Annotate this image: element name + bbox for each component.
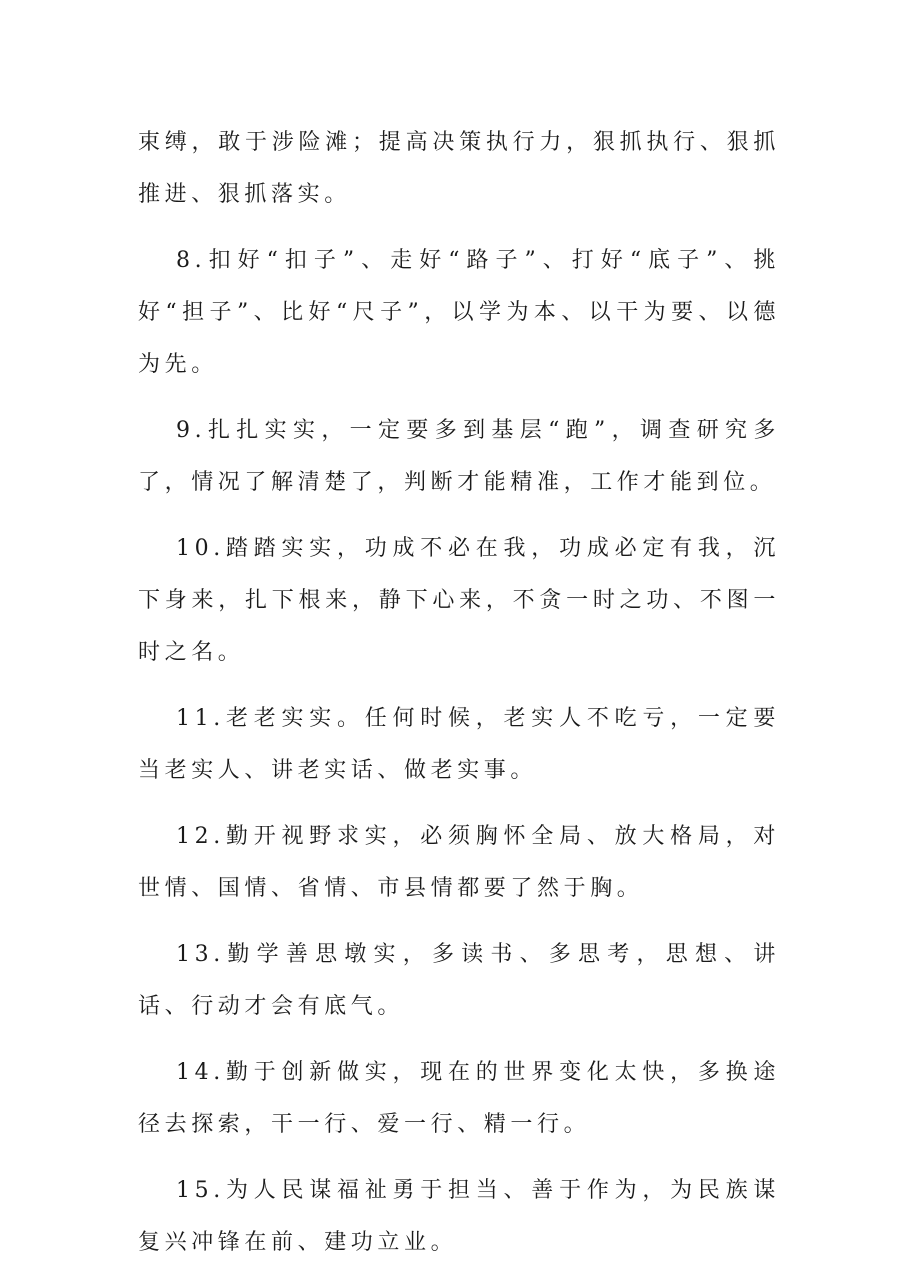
paragraph-item-13: 13.勤学善思墩实，多读书、多思考，思想、讲话、行动才会有底气。 bbox=[138, 942, 780, 1019]
paragraph-item-10: 10.踏踏实实，功成不必在我，功成必定有我，沉下身来，扎下根来，静下心来，不贪一时之功、不图一时之名。 bbox=[138, 536, 780, 665]
paragraph-item-14: 14.勤于创新做实，现在的世界变化太快，多换途径去探索，干一行、爱一行、精一行。 bbox=[138, 1060, 780, 1137]
paragraph-item-12: 12.勤开视野求实，必须胸怀全局、放大格局，对世情、国情、省情、市县情都要了然于胸。 bbox=[138, 824, 780, 901]
paragraph-item-8: 8.扣好“扣子”、走好“路子”、打好“底子”、挑好“担子”、比好“尺子”，以学为本、以干为要、以德为先。 bbox=[138, 248, 780, 377]
paragraph-continued: 束缚，敢于涉险滩；提高决策执行力，狠抓执行、狠抓推进、狠抓落实。 bbox=[138, 130, 780, 207]
document-body bbox=[138, 117, 780, 1283]
paragraph-item-11: 11.老老实实。任何时候，老实人不吃亏，一定要当老实人、讲老实话、做老实事。 bbox=[138, 706, 780, 783]
paragraph-item-15: 15.为人民谋福祉勇于担当、善于作为，为民族谋复兴冲锋在前、建功立业。 bbox=[138, 1178, 780, 1255]
paragraph-item-9: 9.扎扎实实，一定要多到基层“跑”，调查研究多了，情况了解清楚了，判断才能精准，工作才能到位。 bbox=[138, 418, 780, 495]
